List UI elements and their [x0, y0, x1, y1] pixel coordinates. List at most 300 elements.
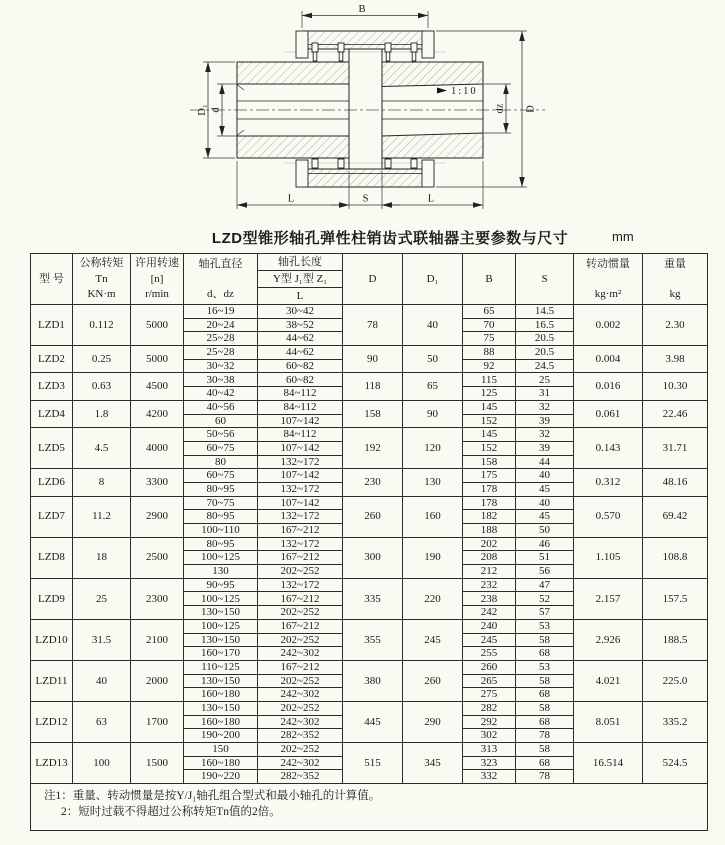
cell-model: LZD13 — [31, 743, 73, 784]
cell-bore-diameter: 100~125 — [184, 619, 258, 633]
cell-bore-length: 132~172 — [258, 510, 343, 524]
cell-bore-diameter: 16~19 — [184, 305, 258, 319]
cell-B: 313 — [463, 743, 516, 757]
cell-B: 75 — [463, 332, 516, 346]
cell-bore-length: 202~252 — [258, 743, 343, 757]
cell-S: 14.5 — [516, 305, 574, 319]
cell-S: 58 — [516, 633, 574, 647]
cell-D: 335 — [343, 578, 403, 619]
cell-model: LZD2 — [31, 346, 73, 373]
cell-D: 192 — [343, 428, 403, 469]
cell-S: 46 — [516, 537, 574, 551]
cell-weight: 524.5 — [643, 743, 708, 784]
cell-bore-length: 107~142 — [258, 414, 343, 428]
cell-inertia: 0.570 — [574, 496, 643, 537]
cell-S: 68 — [516, 688, 574, 702]
table-body — [31, 305, 708, 784]
cell-D1: 190 — [403, 537, 463, 578]
cell-S: 16.5 — [516, 318, 574, 332]
cell-bore-diameter: 130~150 — [184, 606, 258, 620]
table-footer — [31, 784, 708, 831]
cell-weight: 2.30 — [643, 305, 708, 346]
cell-inertia: 0.061 — [574, 400, 643, 427]
cell-bore-diameter: 100~125 — [184, 592, 258, 606]
cell-weight: 335.2 — [643, 701, 708, 742]
cell-S: 39 — [516, 441, 574, 455]
header-weight — [643, 254, 708, 305]
cell-S: 20.5 — [516, 332, 574, 346]
cell-weight: 31.71 — [643, 428, 708, 469]
dim-label-L-left: L — [287, 193, 295, 205]
cell-B: 182 — [463, 510, 516, 524]
cell-B: 125 — [463, 387, 516, 401]
note-1: 注1：重量、转动惯量是按Y/J₁轴孔组合型式和最小轴孔的计算值。 — [44, 790, 381, 803]
header-speed — [131, 254, 184, 305]
cell-D1: 65 — [403, 373, 463, 400]
cell-B: 240 — [463, 619, 516, 633]
cell-model: LZD11 — [31, 660, 73, 701]
parameters-table — [30, 253, 708, 831]
cell-bore-length: 167~212 — [258, 524, 343, 538]
cell-B: 145 — [463, 400, 516, 414]
cell-bore-length: 132~172 — [258, 455, 343, 469]
cell-bore-diameter: 20~24 — [184, 318, 258, 332]
cell-model: LZD1 — [31, 305, 73, 346]
cell-bore-diameter: 190~200 — [184, 729, 258, 743]
cell-D: 78 — [343, 305, 403, 346]
hub-gap-faces — [349, 49, 382, 169]
table-row — [31, 537, 708, 551]
cell-speed: 2100 — [131, 619, 184, 660]
cell-bore-diameter: 80~95 — [184, 510, 258, 524]
header-speed-line2: [n] — [150, 272, 164, 285]
cell-B: 282 — [463, 701, 516, 715]
cell-speed: 2000 — [131, 660, 184, 701]
cell-bore-length: 30~42 — [258, 305, 343, 319]
cell-torque: 40 — [73, 660, 131, 701]
cell-weight: 3.98 — [643, 346, 708, 373]
dim-D — [436, 31, 537, 187]
taper-arrow-icon — [437, 88, 447, 94]
cell-speed: 2900 — [131, 496, 184, 537]
table-row — [31, 701, 708, 715]
cell-inertia: 0.312 — [574, 469, 643, 496]
cell-S: 50 — [516, 524, 574, 538]
dim-label-B: B — [358, 4, 366, 15]
cell-weight: 108.8 — [643, 537, 708, 578]
cell-bore-length: 282~352 — [258, 729, 343, 743]
cell-bore-diameter: 60 — [184, 414, 258, 428]
cell-bore-diameter: 130~150 — [184, 674, 258, 688]
header-bore-length: 轴孔长度 — [258, 254, 343, 271]
cell-bore-diameter: 110~125 — [184, 660, 258, 674]
table-header — [31, 254, 708, 305]
dim-label-D: D — [525, 105, 537, 113]
cell-D1: 290 — [403, 701, 463, 742]
notes-row — [31, 784, 708, 831]
cell-B: 158 — [463, 455, 516, 469]
header-inertia-line2: kg·m² — [594, 288, 622, 300]
cell-S: 53 — [516, 619, 574, 633]
cell-speed: 1500 — [131, 743, 184, 784]
table-row — [31, 660, 708, 674]
cell-D: 515 — [343, 743, 403, 784]
cell-S: 58 — [516, 701, 574, 715]
cell-B: 232 — [463, 578, 516, 592]
cell-bore-length: 167~212 — [258, 551, 343, 565]
cell-torque: 18 — [73, 537, 131, 578]
cell-bore-diameter: 100~125 — [184, 551, 258, 565]
cell-B: 275 — [463, 688, 516, 702]
dim-label-S: S — [362, 193, 369, 205]
dim-label-L-right: L — [427, 193, 435, 205]
cell-S: 58 — [516, 674, 574, 688]
table-row — [31, 619, 708, 633]
cell-bore-length: 202~252 — [258, 674, 343, 688]
table-row — [31, 400, 708, 414]
cell-inertia: 0.143 — [574, 428, 643, 469]
cell-D1: 130 — [403, 469, 463, 496]
cell-bore-diameter: 80~95 — [184, 482, 258, 496]
cell-model: LZD12 — [31, 701, 73, 742]
cell-weight: 157.5 — [643, 578, 708, 619]
cell-inertia: 16.514 — [574, 743, 643, 784]
header-S: S — [516, 254, 574, 305]
coupling-section-drawing — [0, 0, 725, 226]
cell-S: 47 — [516, 578, 574, 592]
cell-B: 242 — [463, 606, 516, 620]
table-row — [31, 346, 708, 360]
cell-inertia: 2.926 — [574, 619, 643, 660]
cell-bore-diameter: 70~75 — [184, 496, 258, 510]
cell-D: 230 — [343, 469, 403, 496]
cell-bore-diameter: 60~75 — [184, 441, 258, 455]
cell-weight: 225.0 — [643, 660, 708, 701]
cell-weight: 69.42 — [643, 496, 708, 537]
cell-S: 40 — [516, 469, 574, 483]
cell-model: LZD7 — [31, 496, 73, 537]
dim-label-dz: dz — [494, 103, 506, 114]
cell-bore-diameter: 25~28 — [184, 346, 258, 360]
cell-bore-diameter: 80 — [184, 455, 258, 469]
cell-bore-diameter: 40~56 — [184, 400, 258, 414]
cell-bore-length: 60~82 — [258, 359, 343, 373]
header-D: D — [343, 254, 403, 305]
cell-B: 212 — [463, 565, 516, 579]
cell-B: 302 — [463, 729, 516, 743]
coupling-drawing-svg — [0, 0, 725, 226]
cell-B: 323 — [463, 756, 516, 770]
cell-bore-length: 167~212 — [258, 592, 343, 606]
cell-bore-diameter: 160~170 — [184, 647, 258, 661]
header-bore-diameter — [184, 254, 258, 305]
cell-bore-diameter: 50~56 — [184, 428, 258, 442]
cell-bore-length: 44~62 — [258, 346, 343, 360]
cell-bore-length: 242~302 — [258, 688, 343, 702]
cell-bore-diameter: 60~75 — [184, 469, 258, 483]
header-inertia — [574, 254, 643, 305]
cell-bore-length: 132~172 — [258, 537, 343, 551]
table-row — [31, 305, 708, 319]
cell-S: 20.5 — [516, 346, 574, 360]
cell-S: 51 — [516, 551, 574, 565]
cell-B: 178 — [463, 482, 516, 496]
cell-S: 68 — [516, 715, 574, 729]
cell-model: LZD6 — [31, 469, 73, 496]
cell-D1: 245 — [403, 619, 463, 660]
cell-weight: 48.16 — [643, 469, 708, 496]
cell-bore-diameter: 30~38 — [184, 373, 258, 387]
cell-D: 445 — [343, 701, 403, 742]
cell-D: 260 — [343, 496, 403, 537]
cell-speed: 2300 — [131, 578, 184, 619]
pin — [411, 43, 417, 61]
note-2: 2：短时过载不得超过公称转矩Tn值的2倍。 — [61, 806, 281, 819]
pin — [338, 43, 344, 61]
cell-torque: 100 — [73, 743, 131, 784]
cell-B: 88 — [463, 346, 516, 360]
cell-model: LZD10 — [31, 619, 73, 660]
pin — [385, 43, 391, 61]
header-torque-line2: Tn — [95, 272, 108, 285]
header-bore-diameter-line2: d、dz — [207, 288, 234, 300]
cell-B: 70 — [463, 318, 516, 332]
header-weight-line1: 重量 — [664, 257, 686, 270]
cell-B: 245 — [463, 633, 516, 647]
table-row — [31, 578, 708, 592]
cell-S: 40 — [516, 496, 574, 510]
cell-model: LZD8 — [31, 537, 73, 578]
table-row — [31, 743, 708, 757]
cell-bore-length: 44~62 — [258, 332, 343, 346]
cell-torque: 0.25 — [73, 346, 131, 373]
cell-S: 78 — [516, 770, 574, 784]
cell-inertia: 0.016 — [574, 373, 643, 400]
cell-S: 52 — [516, 592, 574, 606]
cell-speed: 4200 — [131, 400, 184, 427]
notes-cell — [31, 784, 708, 831]
cell-S: 32 — [516, 428, 574, 442]
cell-inertia: 8.051 — [574, 701, 643, 742]
cell-B: 152 — [463, 414, 516, 428]
cell-B: 332 — [463, 770, 516, 784]
cell-bore-diameter: 90~95 — [184, 578, 258, 592]
cell-S: 57 — [516, 606, 574, 620]
header-torque-line3: KN·m — [87, 288, 116, 301]
cell-bore-length: 84~112 — [258, 387, 343, 401]
header-bore-length-types: Y型 J₁型 Z₁ — [258, 271, 343, 288]
header-speed-line1: 许用转速 — [135, 257, 179, 270]
cell-D1: 120 — [403, 428, 463, 469]
cell-torque: 11.2 — [73, 496, 131, 537]
cell-bore-length: 107~142 — [258, 441, 343, 455]
cell-bore-diameter: 160~180 — [184, 688, 258, 702]
header-B: B — [463, 254, 516, 305]
dim-B — [302, 4, 428, 28]
cell-bore-length: 132~172 — [258, 482, 343, 496]
cell-torque: 1.8 — [73, 400, 131, 427]
cell-speed: 2500 — [131, 537, 184, 578]
cell-B: 202 — [463, 537, 516, 551]
cell-bore-diameter: 130~150 — [184, 701, 258, 715]
table-row — [31, 428, 708, 442]
cell-bore-diameter: 80~95 — [184, 537, 258, 551]
header-weight-line2: kg — [669, 288, 681, 300]
cell-bore-diameter: 100~110 — [184, 524, 258, 538]
cell-B: 178 — [463, 496, 516, 510]
cell-B: 260 — [463, 660, 516, 674]
cell-B: 175 — [463, 469, 516, 483]
header-torque-line1: 公称转矩 — [79, 257, 124, 270]
header-D1: D₁ — [403, 254, 463, 305]
cell-B: 255 — [463, 647, 516, 661]
cell-bore-length: 84~112 — [258, 400, 343, 414]
header-inertia-line1: 转动惯量 — [586, 257, 630, 270]
cell-S: 45 — [516, 510, 574, 524]
cell-bore-diameter: 130~150 — [184, 633, 258, 647]
header-speed-line3: r/min — [145, 288, 169, 301]
cell-B: 115 — [463, 373, 516, 387]
table-row — [31, 469, 708, 483]
cell-B: 265 — [463, 674, 516, 688]
cell-inertia: 2.157 — [574, 578, 643, 619]
header-torque — [73, 254, 131, 305]
cell-speed: 5000 — [131, 346, 184, 373]
cell-S: 53 — [516, 660, 574, 674]
cell-D1: 90 — [403, 400, 463, 427]
pin — [312, 43, 318, 61]
cell-bore-length: 60~82 — [258, 373, 343, 387]
cell-bore-length: 132~172 — [258, 578, 343, 592]
table-row — [31, 496, 708, 510]
cell-D1: 160 — [403, 496, 463, 537]
cell-inertia: 0.002 — [574, 305, 643, 346]
cell-B: 238 — [463, 592, 516, 606]
cell-weight: 10.30 — [643, 373, 708, 400]
cell-B: 145 — [463, 428, 516, 442]
cell-model: LZD4 — [31, 400, 73, 427]
cell-S: 25 — [516, 373, 574, 387]
cell-D: 90 — [343, 346, 403, 373]
cell-bore-length: 38~52 — [258, 318, 343, 332]
cell-bore-length: 282~352 — [258, 770, 343, 784]
cell-S: 68 — [516, 647, 574, 661]
cell-D1: 40 — [403, 305, 463, 346]
cell-bore-length: 202~252 — [258, 633, 343, 647]
cell-bore-diameter: 130 — [184, 565, 258, 579]
dim-label-D1: D₁ — [197, 104, 208, 116]
cell-S: 31 — [516, 387, 574, 401]
cell-inertia: 4.021 — [574, 660, 643, 701]
cell-S: 68 — [516, 756, 574, 770]
cell-model: LZD5 — [31, 428, 73, 469]
unit-label: mm — [612, 229, 634, 244]
cell-bore-diameter: 40~42 — [184, 387, 258, 401]
title-row — [0, 227, 725, 249]
cell-D1: 260 — [403, 660, 463, 701]
cell-bore-length: 167~212 — [258, 660, 343, 674]
cell-weight: 22.46 — [643, 400, 708, 427]
dim-dz — [484, 84, 511, 133]
cell-D: 355 — [343, 619, 403, 660]
cell-torque: 4.5 — [73, 428, 131, 469]
cell-bore-diameter: 160~180 — [184, 715, 258, 729]
cell-bore-length: 202~252 — [258, 701, 343, 715]
cell-bore-length: 107~142 — [258, 496, 343, 510]
cell-B: 65 — [463, 305, 516, 319]
cell-speed: 4000 — [131, 428, 184, 469]
page-title: LZD型锥形轴孔弹性柱销齿式联轴器主要参数与尺寸 — [211, 230, 569, 247]
cell-B: 292 — [463, 715, 516, 729]
cell-torque: 8 — [73, 469, 131, 496]
cell-inertia: 0.004 — [574, 346, 643, 373]
header-bore-diameter-line1: 轴孔直径 — [198, 257, 243, 270]
cell-torque: 63 — [73, 701, 131, 742]
cell-torque: 0.63 — [73, 373, 131, 400]
cell-torque: 0.112 — [73, 305, 131, 346]
cell-speed: 1700 — [131, 701, 184, 742]
cell-D: 158 — [343, 400, 403, 427]
cell-D: 118 — [343, 373, 403, 400]
dim-label-d: d — [210, 107, 222, 113]
cell-bore-length: 202~252 — [258, 565, 343, 579]
cell-bore-diameter: 190~220 — [184, 770, 258, 784]
cell-S: 56 — [516, 565, 574, 579]
cell-B: 152 — [463, 441, 516, 455]
cell-torque: 31.5 — [73, 619, 131, 660]
cell-S: 58 — [516, 743, 574, 757]
cell-bore-length: 242~302 — [258, 715, 343, 729]
cell-weight: 188.5 — [643, 619, 708, 660]
cell-bore-length: 242~302 — [258, 647, 343, 661]
cell-bore-diameter: 150 — [184, 743, 258, 757]
cell-D1: 345 — [403, 743, 463, 784]
cell-S: 32 — [516, 400, 574, 414]
cell-inertia: 1.105 — [574, 537, 643, 578]
cell-bore-diameter: 30~32 — [184, 359, 258, 373]
cell-S: 78 — [516, 729, 574, 743]
cell-bore-length: 167~212 — [258, 619, 343, 633]
cell-torque: 25 — [73, 578, 131, 619]
header-row-1 — [31, 254, 708, 271]
table-row — [31, 373, 708, 387]
cell-B: 92 — [463, 359, 516, 373]
taper-callout — [437, 86, 478, 97]
cell-speed: 5000 — [131, 305, 184, 346]
cell-model: LZD3 — [31, 373, 73, 400]
cell-S: 39 — [516, 414, 574, 428]
cell-S: 44 — [516, 455, 574, 469]
cell-S: 24.5 — [516, 359, 574, 373]
cell-B: 208 — [463, 551, 516, 565]
cell-speed: 4500 — [131, 373, 184, 400]
header-model: 型 号 — [31, 254, 73, 305]
header-bore-length-symbol: L — [258, 288, 343, 305]
cell-speed: 3300 — [131, 469, 184, 496]
cell-bore-diameter: 160~180 — [184, 756, 258, 770]
cell-bore-length: 107~142 — [258, 469, 343, 483]
cell-model: LZD9 — [31, 578, 73, 619]
cell-bore-diameter: 25~28 — [184, 332, 258, 346]
taper-label: 1:10 — [451, 86, 478, 97]
cell-bore-length: 84~112 — [258, 428, 343, 442]
cell-bore-length: 242~302 — [258, 756, 343, 770]
cell-B: 188 — [463, 524, 516, 538]
cell-S: 45 — [516, 482, 574, 496]
cell-D1: 50 — [403, 346, 463, 373]
cell-D1: 220 — [403, 578, 463, 619]
cell-D: 380 — [343, 660, 403, 701]
